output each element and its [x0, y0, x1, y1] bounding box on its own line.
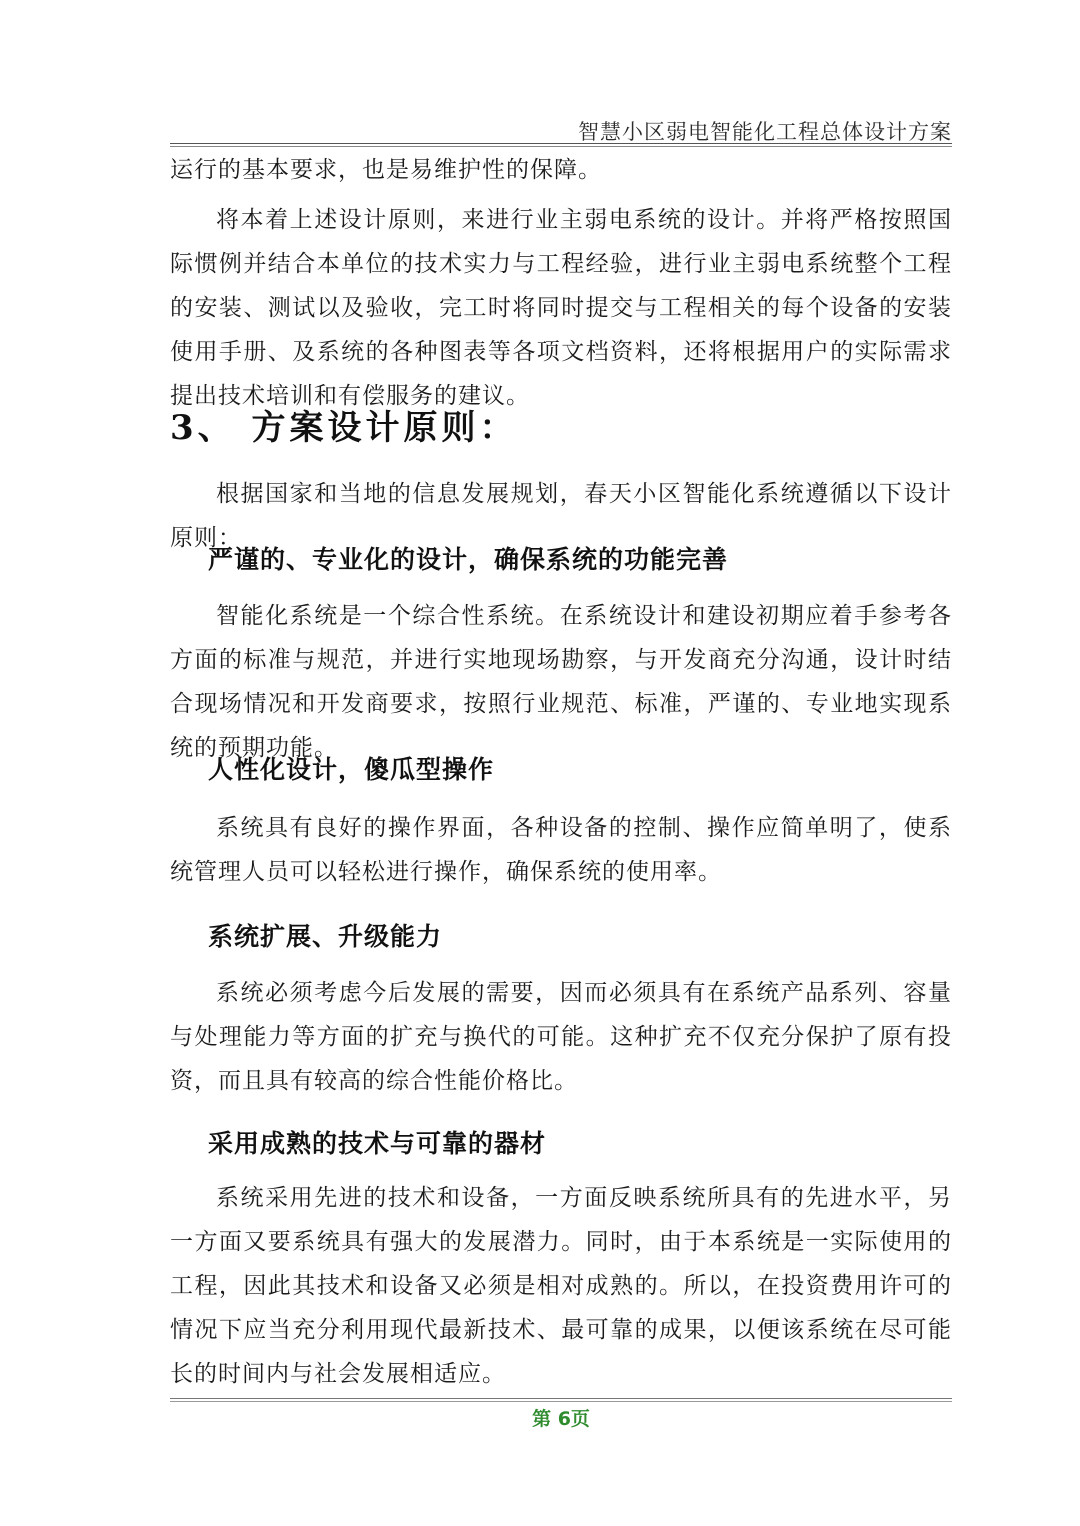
continued-paragraph: 运行的基本要求，也是易维护性的保障。 — [170, 157, 602, 183]
page-number: 第 6页 — [532, 1408, 590, 1430]
running-header: 智慧小区弱电智能化工程总体设计方案 — [578, 120, 952, 144]
principle-title-professional: 严谨的、专业化的设计，确保系统的功能完善 — [208, 545, 729, 574]
header-rule-secondary — [170, 146, 952, 147]
design-summary-paragraph: 将本着上述设计原则，来进行业主弱电系统的设计。并将严格按照国际惯例并结合本单位的技术实力与工程经验，进行业主弱电系统整个工程的安装、测试以及验收，完工时将同时提交与工程相关的每个设备的安装使用手册、及系统的各种图表等各项文档资料，还将根据用户的实际需求提出技术培训和有偿服务的建议。 — [170, 207, 952, 409]
principle-body-mature-tech: 系统采用先进的技术和设备，一方面反映系统所具有的先进水平，另一方面又要系统具有强大的发展潜力。同时，由于本系统是一实际使用的工程，因此其技术和设备又必须是相对成熟的。所以，在投资费用许可的情况下应当充分利用现代最新技术、最可靠的成果，以便该系统在尽可能长的时间内与社会发展相适应。 — [170, 1185, 952, 1387]
principle-title-extensibility: 系统扩展、升级能力 — [208, 922, 443, 951]
footer-rule — [170, 1398, 952, 1399]
footer-rule-secondary — [170, 1401, 952, 1402]
principle-body-professional: 智能化系统是一个综合性系统。在系统设计和建设初期应着手参考各方面的标准与规范，并进行实地现场勘察，与开发商充分沟通，设计时结合现场情况和开发商要求，按照行业规范、标准，严谨的、专业地实现系统的预期功能。 — [170, 603, 952, 761]
header-rule — [170, 143, 952, 144]
principle-body-usability: 系统具有良好的操作界面，各种设备的控制、操作应简单明了，使系统管理人员可以轻松进行操作，确保系统的使用率。 — [170, 815, 952, 885]
section-heading: 3、 方案设计原则： — [170, 408, 518, 448]
section-intro: 根据国家和当地的信息发展规划，春天小区智能化系统遵循以下设计原则： — [170, 481, 952, 551]
principle-title-usability: 人性化设计，傻瓜型操作 — [208, 755, 495, 784]
principle-body-extensibility: 系统必须考虑今后发展的需要，因而必须具有在系统产品系列、容量与处理能力等方面的扩充与换代的可能。这种扩充不仅充分保护了原有投资，而且具有较高的综合性能价格比。 — [170, 980, 952, 1094]
principle-title-mature-tech: 采用成熟的技术与可靠的器材 — [208, 1129, 547, 1158]
